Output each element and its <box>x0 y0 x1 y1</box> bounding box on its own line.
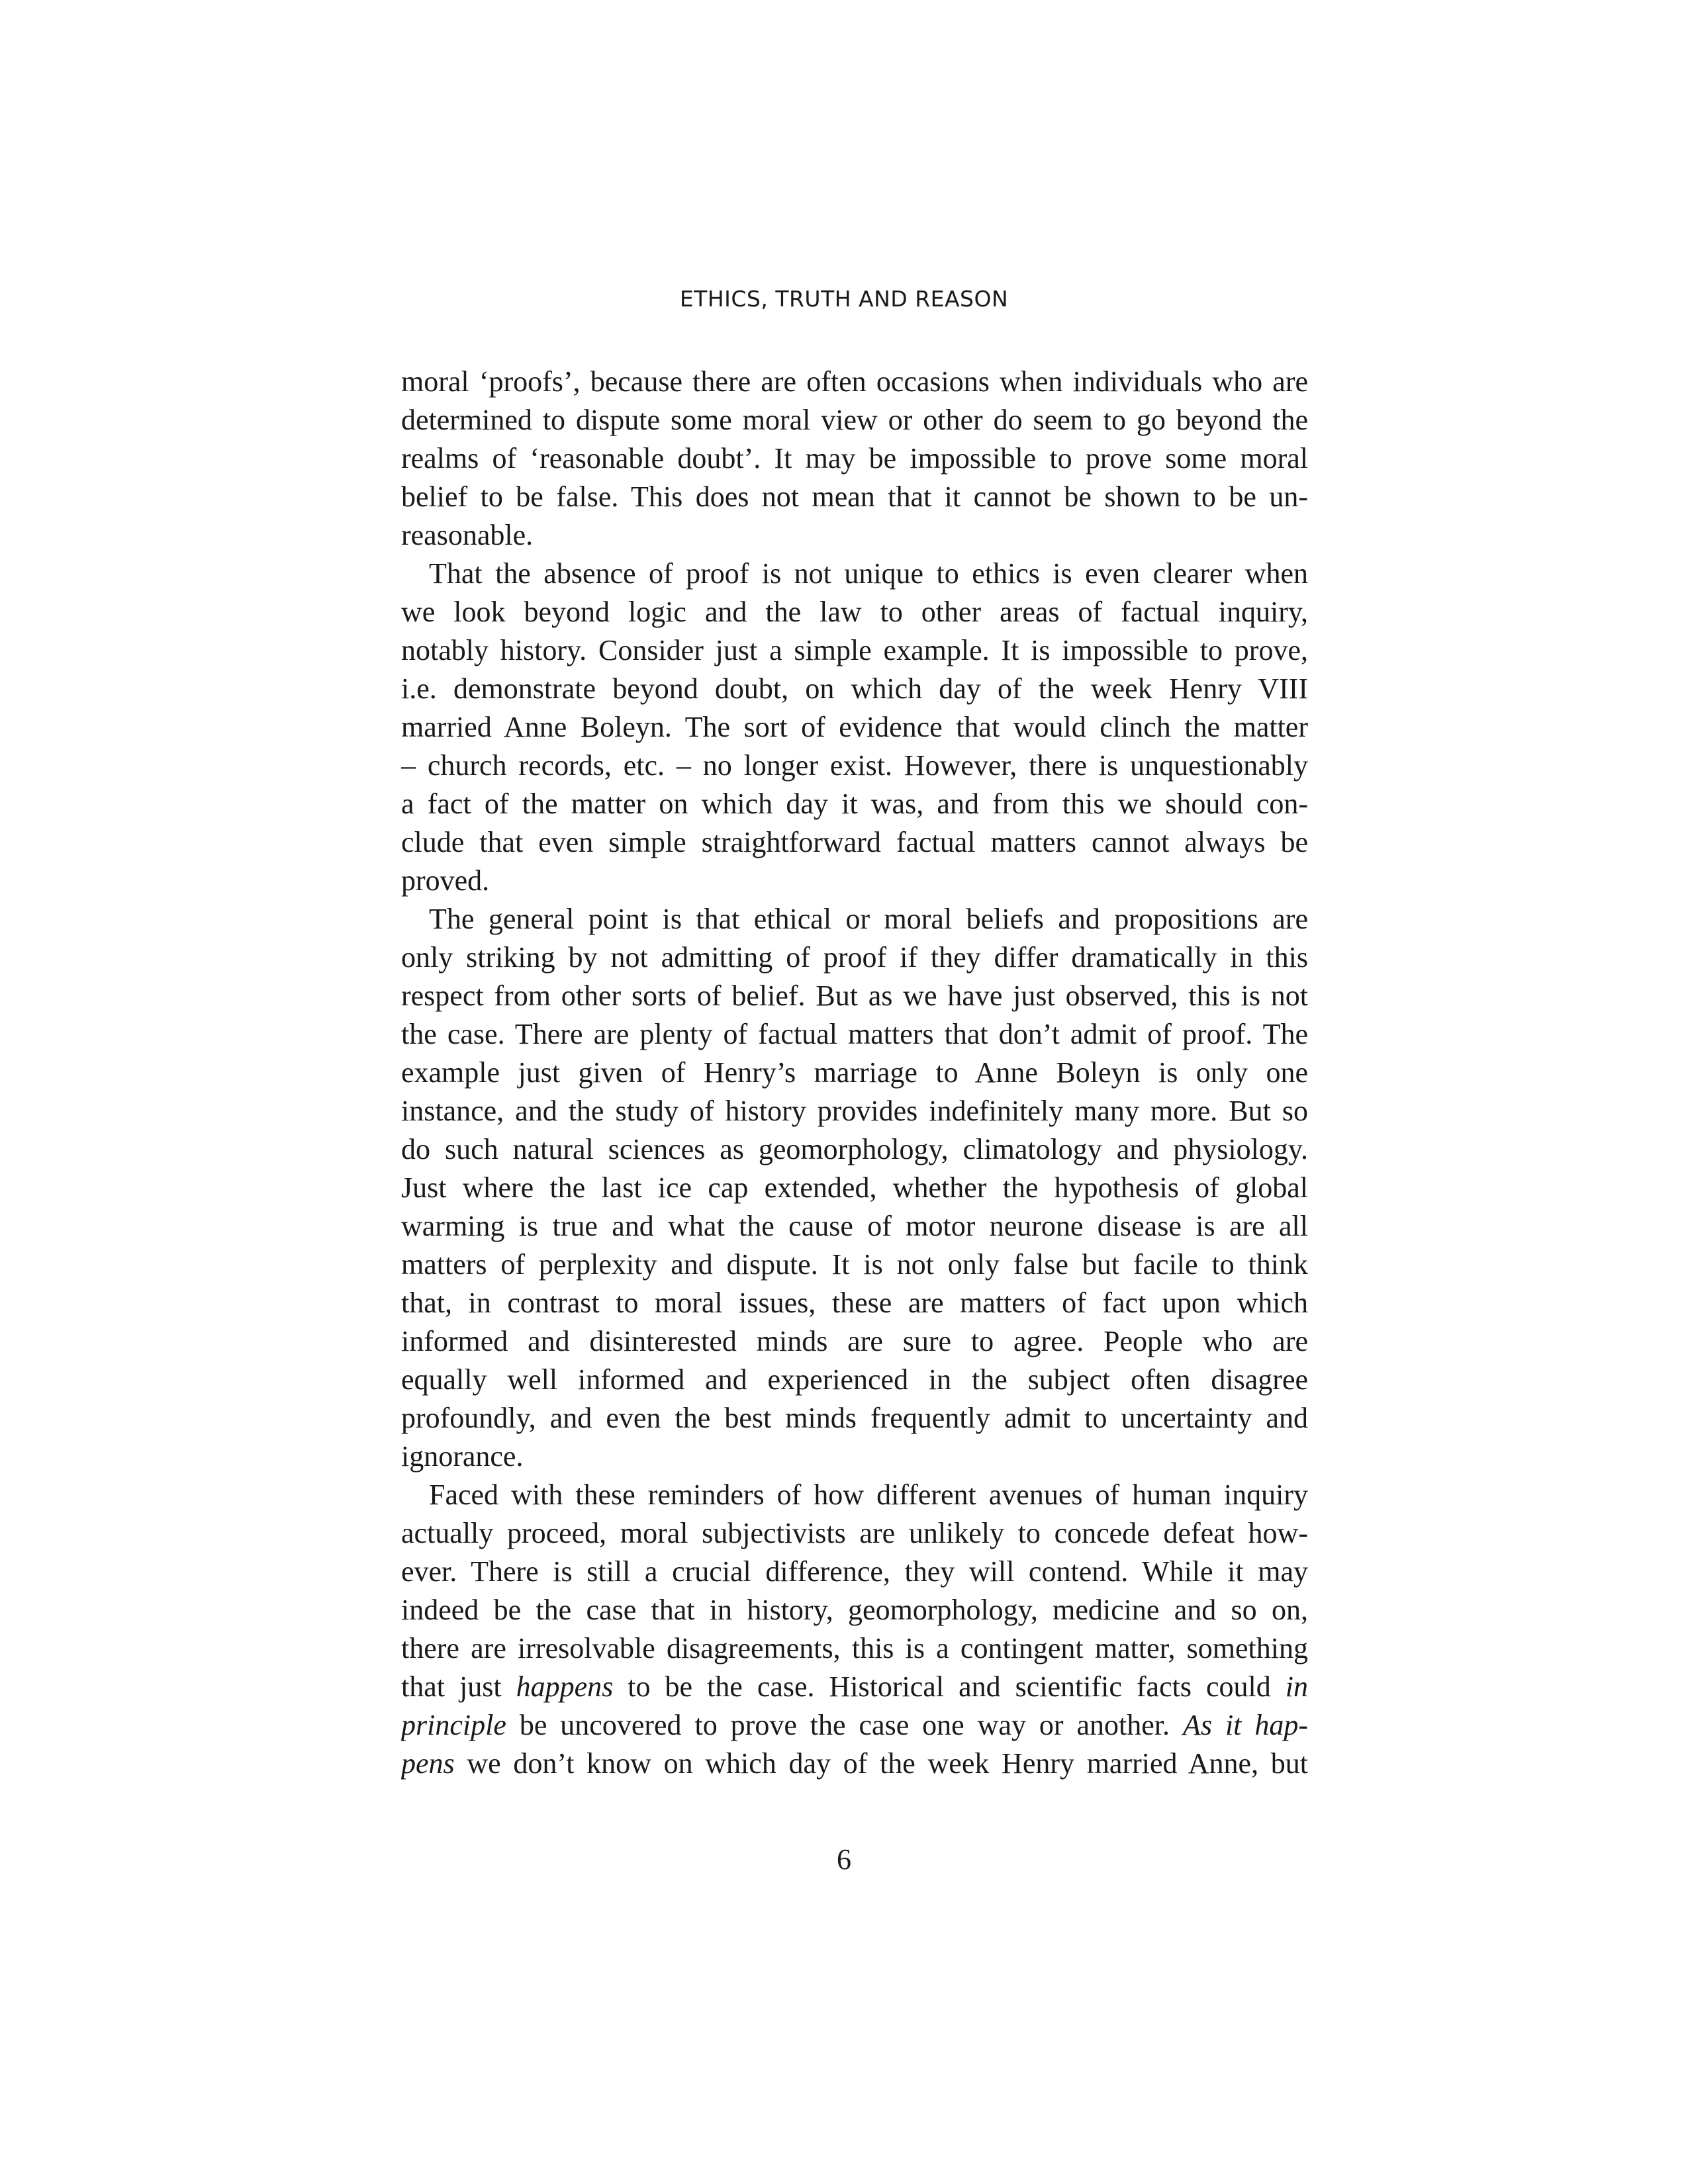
paragraph <box>401 363 1308 555</box>
text-line: Faced with these reminders of how different avenues of human inquiry <box>429 1479 1308 1511</box>
text-line: ignorance. <box>401 1440 524 1473</box>
text-line: actually proceed, moral subjectivists are unlikely to concede defeat how- <box>401 1517 1308 1549</box>
text-line: – church records, etc. – no longer exist. However, there is unquestionably <box>401 749 1308 782</box>
text-line: belief to be false. This does not mean that it cannot be shown to be un- <box>401 480 1308 513</box>
text-line: we look beyond logic and the law to other areas of factual inquiry, <box>401 596 1308 628</box>
text-line: that, in contrast to moral issues, these are matters of fact upon which <box>401 1287 1308 1319</box>
italic-text: As it hap- <box>1182 1709 1308 1741</box>
paragraph <box>401 555 1308 900</box>
text-line: informed and disinterested minds are sure to agree. People who are <box>401 1325 1308 1357</box>
italic-text: happens <box>516 1670 614 1703</box>
text-line: indeed be the case that in history, geomorphology, medicine and so on, <box>401 1594 1308 1626</box>
text-line: The general point is that ethical or moral beliefs and propositions are <box>429 903 1308 935</box>
text-line: Just where the last ice cap extended, whether the hypothesis of global <box>401 1171 1308 1204</box>
text-line: a fact of the matter on which day it was, and from this we should con- <box>401 788 1308 820</box>
text-segment: we don’t know on which day of the week Henry married Anne, but <box>454 1747 1308 1780</box>
text-segment: be uncovered to prove the case one way or another. <box>506 1709 1183 1741</box>
text-line: equally well informed and experienced in the subject often disagree <box>401 1363 1308 1396</box>
text-line <box>401 1668 1308 1706</box>
italic-text: in <box>1285 1670 1308 1703</box>
text-line: moral ‘proofs’, because there are often occasions when individuals who are <box>401 365 1308 398</box>
body-text <box>401 363 1308 1783</box>
text-line: example just given of Henry’s marriage to Anne Boleyn is only one <box>401 1056 1308 1089</box>
running-head: ETHICS, TRUTH AND REASON <box>679 286 1009 312</box>
italic-text: pens <box>401 1747 455 1780</box>
paragraph <box>401 1476 1308 1783</box>
text-line: married Anne Boleyn. The sort of evidence that would clinch the matter <box>401 711 1308 743</box>
text-line: warming is true and what the cause of motor neurone disease is are all <box>401 1210 1308 1242</box>
text-line: i.e. demonstrate beyond doubt, on which day of the week Henry VIII <box>401 672 1308 705</box>
text-segment: to be the case. Historical and scientific facts could <box>613 1670 1286 1703</box>
text-line: respect from other sorts of belief. But as we have just observed, this is not <box>401 979 1308 1012</box>
text-line: ever. There is still a crucial difference, they will contend. While it may <box>401 1555 1308 1588</box>
text-line: proved. <box>401 864 490 897</box>
text-line: reasonable. <box>401 519 534 551</box>
text-line: only striking by not admitting of proof if they differ dramatically in this <box>401 941 1308 974</box>
text-line: there are irresolvable disagreements, this is a contingent matter, something <box>401 1632 1308 1664</box>
text-line: the case. There are plenty of factual matters that don’t admit of proof. The <box>401 1018 1308 1050</box>
text-line: That the absence of proof is not unique to ethics is even clearer when <box>429 557 1308 590</box>
text-segment: that just <box>401 1670 516 1703</box>
text-line: do such natural sciences as geomorphology, climatology and physiology. <box>401 1133 1308 1165</box>
text-line: profoundly, and even the best minds frequently admit to uncertainty and <box>401 1402 1308 1434</box>
italic-text: principle <box>401 1709 506 1741</box>
text-line: instance, and the study of history provides indefinitely many more. But so <box>401 1095 1308 1127</box>
text-line: notably history. Consider just a simple example. It is impossible to prove, <box>401 634 1308 666</box>
text-line <box>401 1745 1308 1783</box>
text-line: realms of ‘reasonable doubt’. It may be impossible to prove some moral <box>401 442 1308 475</box>
paragraph <box>401 900 1308 1476</box>
text-line <box>401 1706 1308 1745</box>
text-line: clude that even simple straightforward factual matters cannot always be <box>401 826 1308 858</box>
text-line: matters of perplexity and dispute. It is not only false but facile to think <box>401 1248 1308 1281</box>
page-number: 6 <box>837 1843 851 1876</box>
text-line: determined to dispute some moral view or other do seem to go beyond the <box>401 404 1308 436</box>
